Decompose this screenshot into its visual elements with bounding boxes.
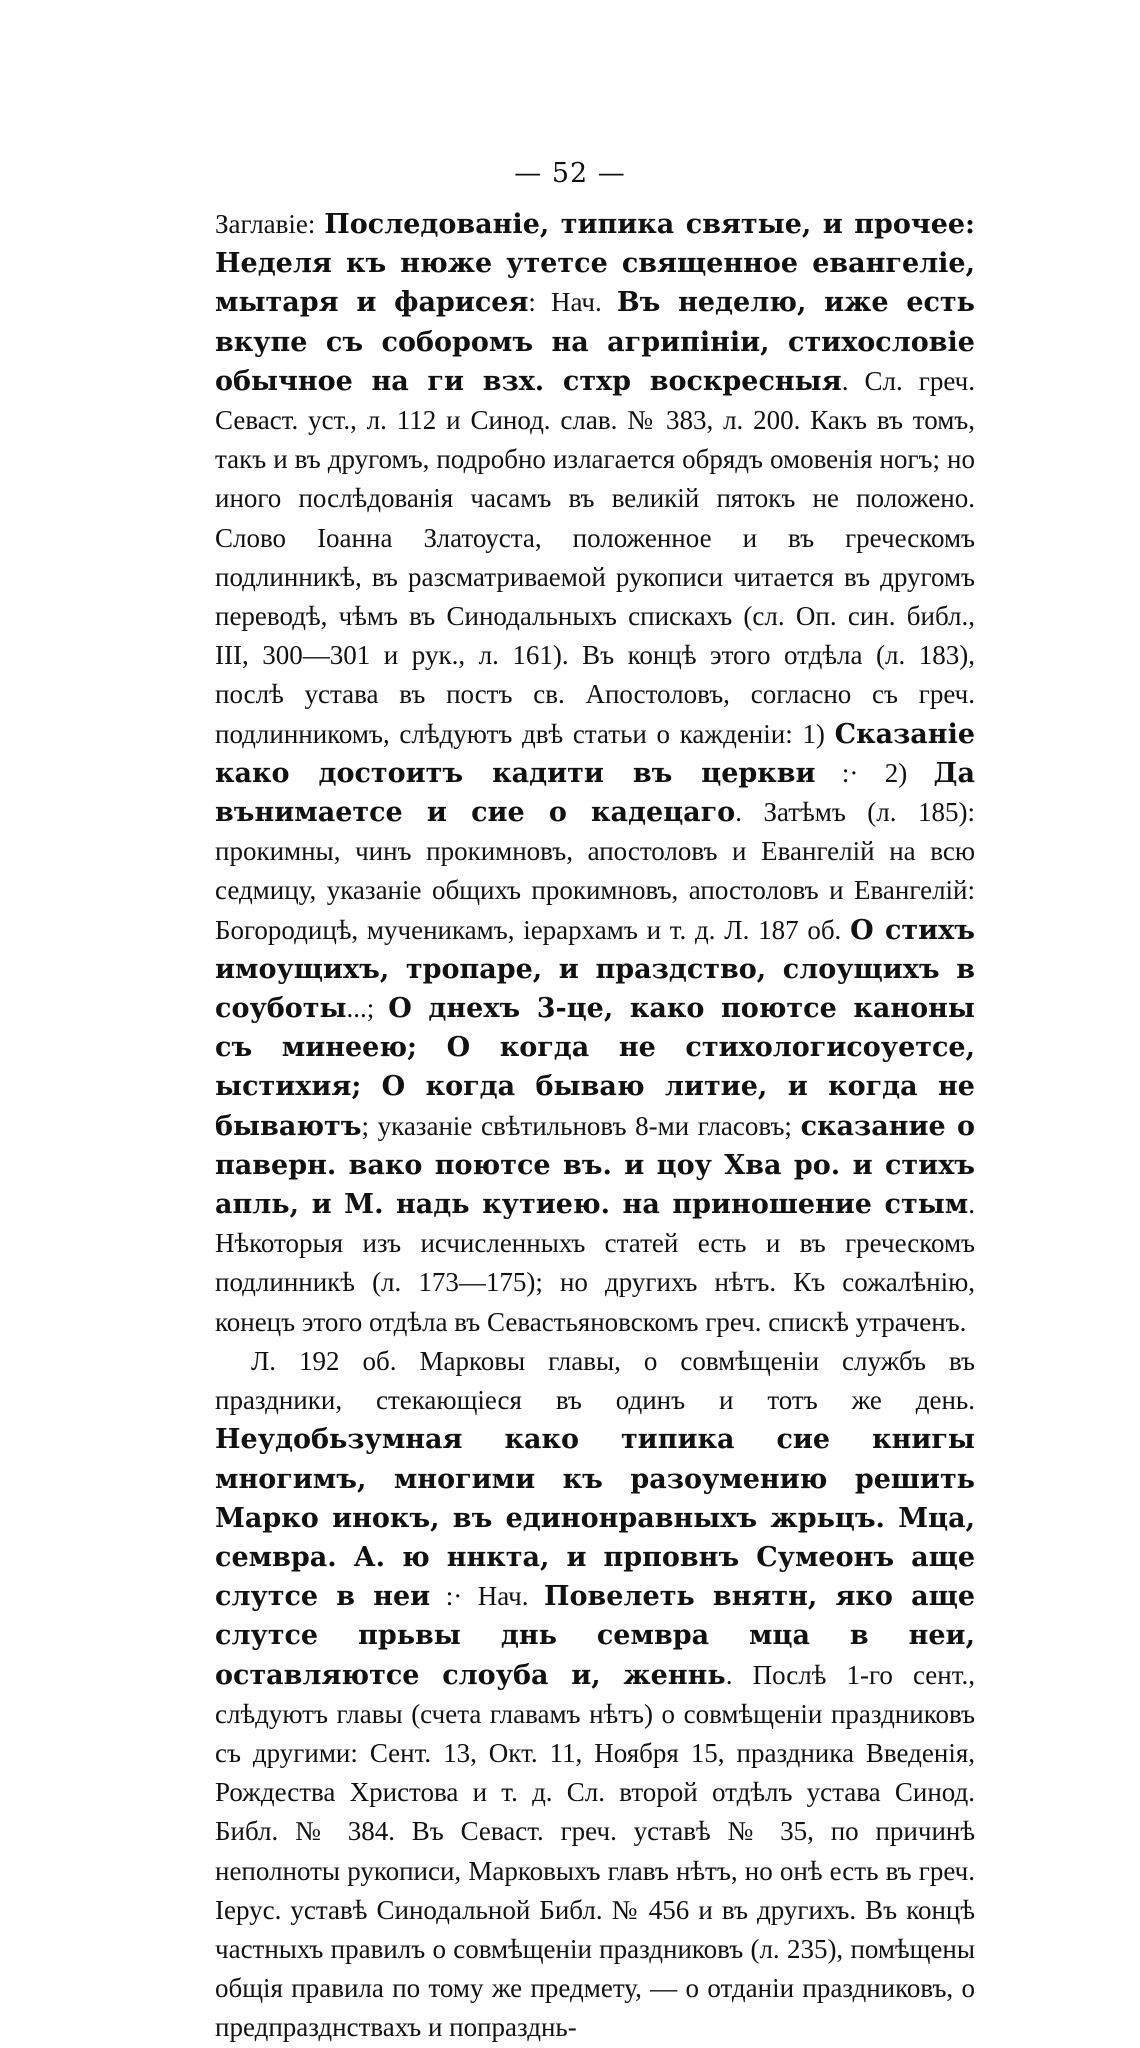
body-text-run: . Сл. греч. Севаст. уст., л. 112 и Синод. слав. № 383, л. 200. Какъ въ томъ, такъ и въ другомъ, подробно излагается обрядъ омовенія ногъ; но иного послѣдованія часамъ въ великій пятокъ не положено. Слово Іоанна Златоуста, положенное и въ греческомъ подлинникѣ, въ разсматриваемой рукописи читается въ другомъ переводѣ, чѣмъ въ Синодальныхъ спискахъ (сл. Оп. син. библ., III, 300—301 и рук., л. 161). Въ концѣ этого отдѣла (л. 183), послѣ устава въ постъ св. Апостоловъ, согласно съ греч. подлинникомъ, слѣдуютъ двѣ статьи о кажденіи: 1): [215, 365, 975, 749]
slavonic-text: Въ неделю, иже есть вкупе съ соборомъ на агрипініи, стихословіе обычное на ги взх. стхр воскресныя: [215, 287, 975, 397]
body-text-run: Заглавіе:: [215, 209, 325, 239]
body-text-run: . Послѣ 1-го сент., слѣдуютъ главы (счета главамъ нѣтъ) о совмѣщеніи праздниковъ съ другими: Сент. 13, Окт. 11, Ноября 15, праздника Введенія, Рождества Христова и т. д. Сл. второй отдѣлъ устава Синод. Библ. № 384. Въ Севаст. греч. уставѣ № 35, по причинѣ неполноты рукописи, Марковыхъ главъ нѣтъ, но онѣ есть въ греч. Іерус. уставѣ Синодальной Библ. № 456 и въ другихъ. Въ концѣ частныхъ правилъ о совмѣщеніи праздниковъ (л. 235), помѣщены общія правила по тому же предмету, — о отданіи праздниковъ, о предпразднствахъ и попразднь-: [215, 1659, 975, 2043]
body-text-run: . Затѣмъ (л. 185): прокимны, чинъ прокимновъ, апостоловъ и Евангелій на всю седмицу, указаніе общихъ прокимновъ, апостоловъ и Евангелій: Богородицѣ, мученикамъ, іерархамъ и т. д. Л. 187 об.: [215, 797, 975, 945]
slavonic-text: Последованіе, типика святые, и прочее: Неделя къ нюже утетсе священное евангеліе, мытаря и фарисея: [215, 209, 976, 319]
body-text-run: ...;: [346, 993, 389, 1024]
body-text-run: : Нач.: [528, 287, 617, 318]
slavonic-text: О днехъ 3-це, како поютсе каноны съ минеею; О когда не стихологисоуетсе, ыстихия; О когда бываю литие, и когда не бываютъ: [215, 993, 975, 1142]
page-number: — 52 —: [514, 158, 626, 189]
slavonic-text: О стихъ имоущихъ, тропаре, и праздство, слоущихъ в соуботы: [215, 914, 975, 1025]
paragraph-1: [215, 205, 975, 1342]
slavonic-text: Сказаніе како достоитъ кадити въ церкви: [215, 718, 975, 789]
body-text-run: :· Нач.: [430, 1581, 545, 1612]
paragraph-2: [215, 1342, 975, 2048]
slavonic-text: Да вънимаетсе и сие о кадецаго: [215, 757, 976, 829]
body-text-run: ; указаніе свѣтильновъ 8-ми гласовъ;: [361, 1110, 801, 1141]
body-text-run: Л. 192 об. Марковы главы, о совмѣщеніи службъ въ праздники, стекающіеся въ одинъ и тотъ же день.: [215, 1345, 975, 1416]
slavonic-text: сказание о паверн. вако поютсе въ. и цоу Хва ро. и стихъ апль, и М. надь кутиею. на приношение стым: [215, 1110, 975, 1221]
slavonic-text: Повелеть внятн, яко аще слутсе прьвы днь семвра мца в неи, оставляютсе слоуба и, женнь: [215, 1581, 975, 1691]
body-text-run: . Нѣкоторыя изъ исчисленныхъ статей есть и въ греческомъ подлинникѣ (л. 173—175); но другихъ нѣтъ. Къ сожалѣнію, конецъ этого отдѣла въ Севастьяновскомъ греч. спискѣ утраченъ.: [215, 1189, 975, 1337]
body-text: [215, 205, 975, 2048]
slavonic-text: Неудобьзумная како типика сие книгы многимъ, многими къ разоумению решить Марко инокъ, въ единонравныхъ жрьцъ. Мца, семвра. А. ю ннкта, и прповнъ Сумеонъ аще слутсе в неи: [215, 1424, 975, 1613]
body-text-run: :· 2): [815, 757, 934, 788]
